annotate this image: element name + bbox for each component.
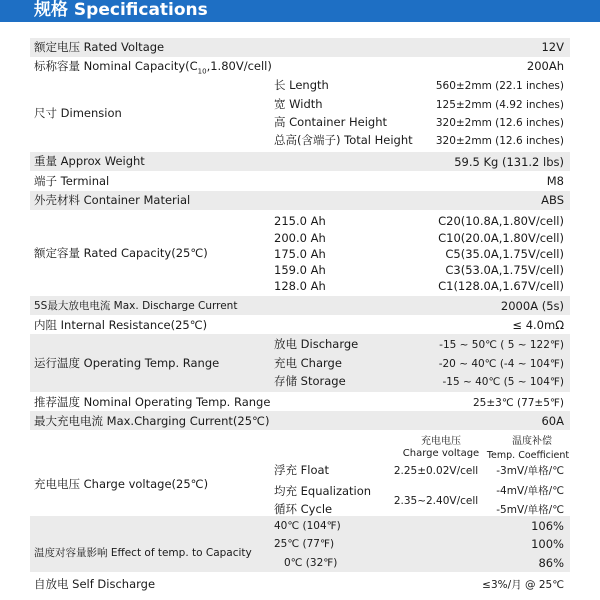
operating-temp-charge-name: 充电 Charge bbox=[274, 356, 342, 370]
temp-effect-temp: 40℃ (104℉) bbox=[274, 520, 341, 532]
charge-voltage-col-cn: 充电电压 bbox=[421, 436, 461, 447]
max-discharge-label: 5S最大放电电流 Max. Discharge Current bbox=[34, 300, 238, 312]
temp-coefficient-col-cn: 温度补偿 bbox=[512, 436, 552, 447]
charge-equalization-name: 均充 Equalization bbox=[274, 484, 372, 498]
charge-float-voltage: 2.25±0.02V/cell bbox=[393, 465, 479, 477]
operating-temp-storage-value: -15 ~ 40℃ (5 ~ 104℉) bbox=[442, 376, 564, 388]
temp-effect-value: 86% bbox=[538, 556, 564, 570]
max-charging-label: 最大充电电流 Max.Charging Current(25℃) bbox=[34, 414, 270, 428]
internal-resistance-value: ≤ 4.0mΩ bbox=[512, 318, 564, 332]
operating-temp-storage-name: 存储 Storage bbox=[274, 374, 346, 388]
terminal-value: M8 bbox=[546, 174, 564, 188]
specifications-header bbox=[0, 0, 600, 22]
dimension-total-height-value: 320±2mm (12.6 inches) bbox=[435, 135, 564, 147]
temp-effect-value: 100% bbox=[531, 537, 564, 551]
dimension-width-name: 宽 Width bbox=[274, 97, 323, 111]
internal-resistance-label: 内阻 Internal Resistance(25℃) bbox=[34, 318, 208, 332]
nominal-operating-temp-value: 25±3℃ (77±5℉) bbox=[473, 397, 564, 409]
rated-capacity-ah: 215.0 Ah bbox=[274, 214, 326, 228]
operating-temp-charge-value: -20 ~ 40℃ (-4 ~ 104℉) bbox=[438, 358, 564, 370]
charge-voltage-col-en: Charge voltage bbox=[402, 448, 480, 459]
temp-effect-temp: 25℃ (77℉) bbox=[274, 538, 335, 550]
rated-capacity-rate: C10(20.0A,1.80V/cell) bbox=[438, 231, 564, 245]
rated-capacity-rate: C20(10.8A,1.80V/cell) bbox=[438, 214, 564, 228]
container-material-value: ABS bbox=[541, 193, 564, 207]
self-discharge-value: ≤3%/月 @ 25℃ bbox=[482, 579, 564, 591]
charge-voltage-label: 充电电压 Charge voltage(25℃) bbox=[34, 477, 209, 491]
dimension-length-name: 长 Length bbox=[274, 78, 329, 92]
operating-temp-discharge-name: 放电 Discharge bbox=[274, 337, 359, 351]
rated-capacity-ah: 128.0 Ah bbox=[274, 279, 326, 293]
charge-float-name: 浮充 Float bbox=[274, 463, 330, 477]
nominal-capacity-label: 标称容量 Nominal $Capacity(C_{10},1.80V/cell)$ bbox=[34, 59, 272, 76]
dimension-label: 尺寸 Dimension bbox=[34, 106, 122, 120]
temp-effect-value: 106% bbox=[531, 519, 564, 533]
container-material-label: 外壳材料 Container Material bbox=[34, 193, 191, 207]
self-discharge-label: 自放电 Self Discharge bbox=[34, 577, 156, 591]
charge-cycle-name: 循环 Cycle bbox=[274, 502, 333, 516]
dimension-total-height-name: 总高(含端子) Total Height bbox=[274, 133, 413, 147]
temp-effect-temp: 0℃ (32℉) bbox=[284, 557, 338, 569]
operating-temp-label: 运行温度 Operating Temp. Range bbox=[34, 356, 220, 370]
temp-coefficient-col-en: Temp. Coefficient bbox=[486, 450, 570, 461]
operating-temp-discharge-value: -15 ~ 50℃ ( 5 ~ 122℉) bbox=[439, 339, 564, 351]
rated-capacity-rate: C1(128.0A,1.67V/cell) bbox=[438, 279, 564, 293]
dimension-width-value: 125±2mm (4.92 inches) bbox=[435, 99, 564, 111]
charge-shared-voltage: 2.35~2.40V/cell bbox=[393, 495, 479, 507]
max-charging-value: 60A bbox=[541, 414, 564, 428]
temp-effect-label: 温度对容量影响 Effect of temp. to Capacity bbox=[34, 547, 252, 559]
weight-value: 59.5 Kg (131.2 lbs) bbox=[454, 155, 564, 169]
rated-capacity-ah: 200.0 Ah bbox=[274, 231, 326, 245]
rated-capacity-label: 额定容量 Rated Capacity(25℃) bbox=[34, 246, 208, 260]
rated-capacity-rate: C5(35.0A,1.75V/cell) bbox=[445, 247, 564, 261]
rated-voltage-label: 额定电压 Rated Voltage bbox=[34, 40, 165, 54]
charge-equalization-coef: -4mV/单格/℃ bbox=[496, 485, 564, 497]
max-discharge-value: 2000A (5s) bbox=[500, 299, 564, 313]
charge-cycle-coef: -5mV/单格/℃ bbox=[496, 504, 564, 516]
rated-capacity-ah: 159.0 Ah bbox=[274, 263, 326, 277]
rated-capacity-rate: C3(53.0A,1.75V/cell) bbox=[445, 263, 564, 277]
dimension-height-name: 高 Container Height bbox=[274, 115, 388, 129]
terminal-label: 端子 Terminal bbox=[34, 174, 110, 188]
dimension-height-value: 320±2mm (12.6 inches) bbox=[435, 117, 564, 129]
dimension-length-value: 560±2mm (22.1 inches) bbox=[435, 80, 564, 92]
rated-voltage-value: 12V bbox=[541, 40, 564, 54]
weight-label: 重量 Approx Weight bbox=[34, 154, 145, 168]
nominal-capacity-value: 200Ah bbox=[526, 59, 564, 73]
rated-capacity-ah: 175.0 Ah bbox=[274, 247, 326, 261]
page-title: 规格 Specifications bbox=[34, 0, 208, 20]
nominal-operating-temp-label: 推荐温度 Nominal Operating Temp. Range bbox=[34, 395, 271, 409]
charge-float-coef: -3mV/单格/℃ bbox=[496, 465, 564, 477]
